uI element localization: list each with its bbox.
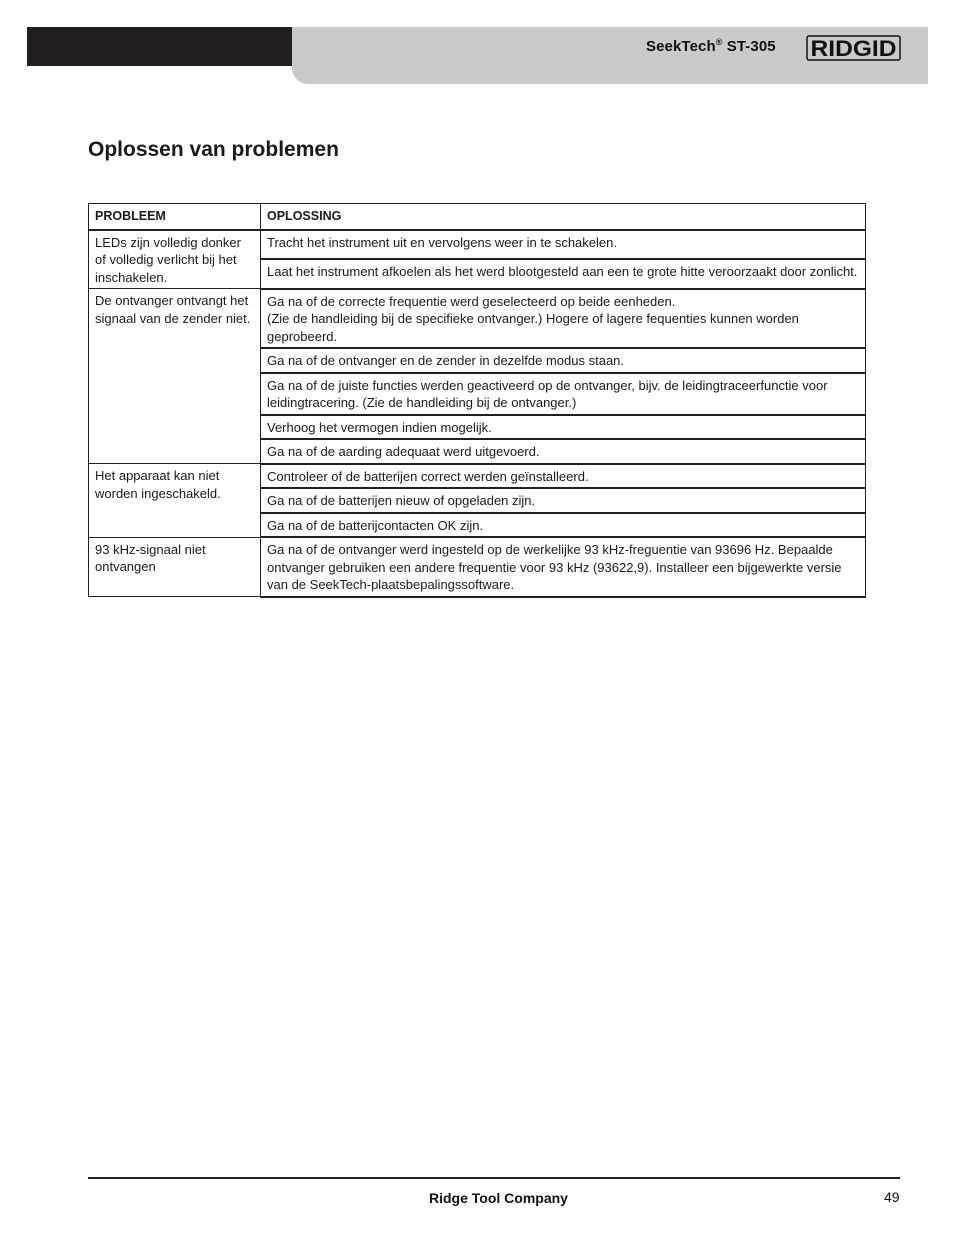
solution-cell: Verhoog het vermogen indien mogelijk. [261, 415, 866, 440]
table-row [89, 537, 866, 597]
column-header-solution: OPLOSSING [261, 204, 866, 230]
brand-logo-text: RIDGID [810, 36, 897, 61]
page-number: 49 [884, 1189, 900, 1205]
table-row [89, 464, 866, 489]
product-name: SeekTech® ST-305 [646, 37, 776, 55]
troubleshooting-table [88, 203, 866, 598]
header-gray-strip [292, 66, 928, 84]
ridgid-logo [806, 34, 901, 62]
problem-cell: Het apparaat kan niet worden ingeschakeld. [89, 464, 261, 538]
table-header-row [89, 204, 866, 230]
solution-cell: Ga na of de batterijcontacten OK zijn. [261, 513, 866, 538]
table-row [89, 289, 866, 349]
solution-cell: Ga na of de juiste functies werden geactiveerd op de ontvanger, bijv. de leidingtraceerfunctie voor leidingtracering. (Zie de handleiding bij de ontvanger.) [261, 373, 866, 415]
table-row [89, 230, 866, 260]
problem-cell: 93 kHz-signaal niet ontvangen [89, 537, 261, 597]
problem-cell: LEDs zijn volledig donker of volledig verlicht bij het inschakelen. [89, 230, 261, 289]
solution-cell: Ga na of de correcte frequentie werd geselecteerd op beide eenheden. (Zie de handleiding bij de specifieke ontvanger.) Hogere of lagere fequenties kunnen worden geprobeerd. [261, 289, 866, 349]
solution-cell: Ga na of de aarding adequaat werd uitgevoerd. [261, 439, 866, 464]
problem-cell: De ontvanger ontvangt het signaal van de zender niet. [89, 289, 261, 464]
header-black-bar [27, 27, 292, 66]
solution-cell: Controleer of de batterijen correct werden geïnstalleerd. [261, 464, 866, 489]
solution-cell: Laat het instrument afkoelen als het werd blootgesteld aan een te grote hitte veroorzaakt door zonlicht. [261, 259, 866, 289]
table-body [89, 230, 866, 597]
solution-cell: Ga na of de batterijen nieuw of opgeladen zijn. [261, 488, 866, 513]
solution-cell: Ga na of de ontvanger werd ingesteld op de werkelijke 93 kHz-freguentie van 93696 Hz. Bepaalde ontvanger gebruiken een andere frequentie voor 93 kHz (93622,9). Installeer een bijgewerkte versie van de SeekTech-plaatsbepalingssoftware. [261, 537, 866, 597]
page-title: Oplossen van problemen [88, 138, 339, 161]
footer-company: Ridge Tool Company [429, 1190, 568, 1206]
column-header-problem: PROBLEEM [89, 204, 261, 230]
solution-cell: Tracht het instrument uit en vervolgens weer in te schakelen. [261, 230, 866, 260]
footer-rule [88, 1177, 900, 1179]
solution-cell: Ga na of de ontvanger en de zender in dezelfde modus staan. [261, 348, 866, 373]
